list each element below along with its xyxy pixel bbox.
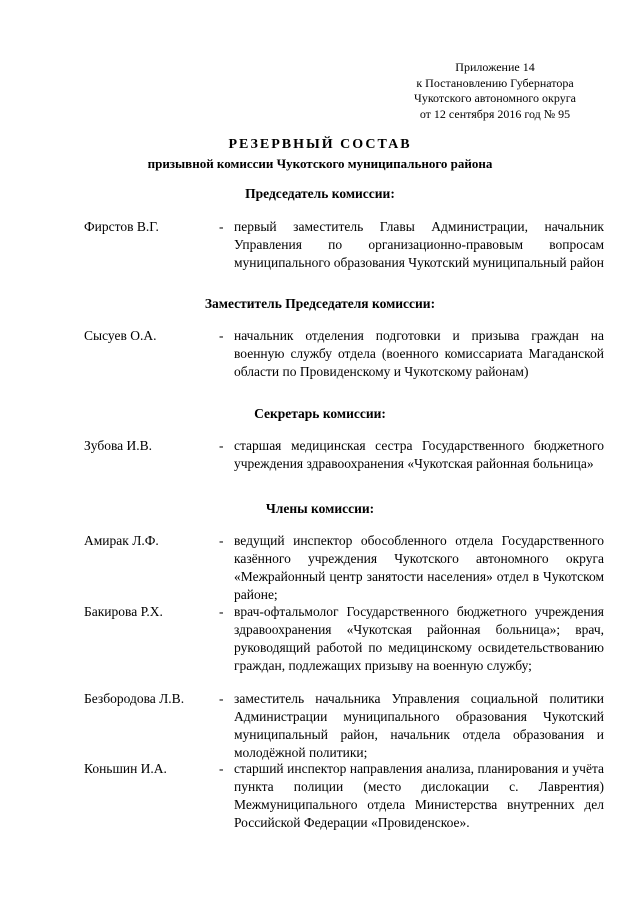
entry-name: Бакирова Р.Х. — [84, 604, 163, 619]
section-deputy: Заместитель Председателя комиссии: — [204, 296, 436, 311]
section-members: Члены комиссии: — [265, 501, 375, 516]
entry-name: Сысуев О.А. — [84, 328, 157, 343]
entry-description: начальник отделения подготовки и призыва граждан на военную службу отдела (военного комиссариата Магаданской области по Провиденскому и Чукотскому районам) — [234, 328, 604, 379]
entry-dash: - — [219, 691, 224, 706]
document-title: РЕЗЕРВНЫЙ СОСТАВ — [228, 137, 412, 152]
entry-dash: - — [219, 219, 224, 234]
annex-line-2: к Постановлению Губернатора — [416, 75, 574, 90]
entry-description: врач-офтальмолог Государственного бюджетного учреждения здравоохранения «Чукотская районная больница»; врач, руководящий работой по медицинскому освидетельствованию граждан, подлежащих призыву на военную службу; — [234, 604, 604, 673]
entry-description: первый заместитель Главы Администрации, начальник Управления по организационно-правовым вопросам муниципального образования Чукотский муниципальный район — [234, 219, 604, 270]
entry-dash: - — [219, 328, 224, 343]
entry-name: Безбородова Л.В. — [84, 691, 185, 706]
entry-description: старшая медицинская сестра Государственного бюджетного учреждения здравоохранения «Чукотская районная больница» — [234, 438, 604, 471]
entry-description: ведущий инспектор обособленного отдела Государственного казённого учреждения Чукотского автономного округа «Межрайонный центр занятости населения» отдел в Чукотском районе; — [234, 533, 604, 602]
entry-name: Амирак Л.Ф. — [84, 533, 159, 548]
entry-name: Фирстов В.Г. — [84, 219, 159, 234]
entry-dash: - — [219, 533, 224, 548]
entry-description: старший инспектор направления анализа, планирования и учёта пункта полиции (место дислокации с. Лаврентия) Межмуниципального отдела Министерства внутренних дел Российской Федерации «Провиденское». — [234, 761, 604, 830]
entry-description: заместитель начальника Управления социальной политики Администрации муниципального образования Чукотский муниципальный район, начальник отдела образования и молодёжной политики; — [234, 691, 604, 760]
section-chairman: Председатель комиссии: — [245, 186, 395, 201]
entry-dash: - — [219, 438, 224, 453]
entry-dash: - — [219, 604, 224, 619]
annex-line-3: Чукотского автономного округа — [414, 91, 576, 105]
annex-block — [380, 60, 610, 122]
entry-name: Коньшин И.А. — [84, 761, 167, 776]
entry-name: Зубова И.В. — [84, 438, 153, 453]
document-subtitle: призывной комиссии Чукотского муниципального района — [147, 156, 493, 171]
section-secretary: Секретарь комиссии: — [254, 406, 386, 421]
entry-dash: - — [219, 761, 224, 776]
annex-line-4: от 12 сентября 2016 год № 95 — [419, 106, 571, 121]
annex-line-1: Приложение 14 — [455, 60, 535, 74]
